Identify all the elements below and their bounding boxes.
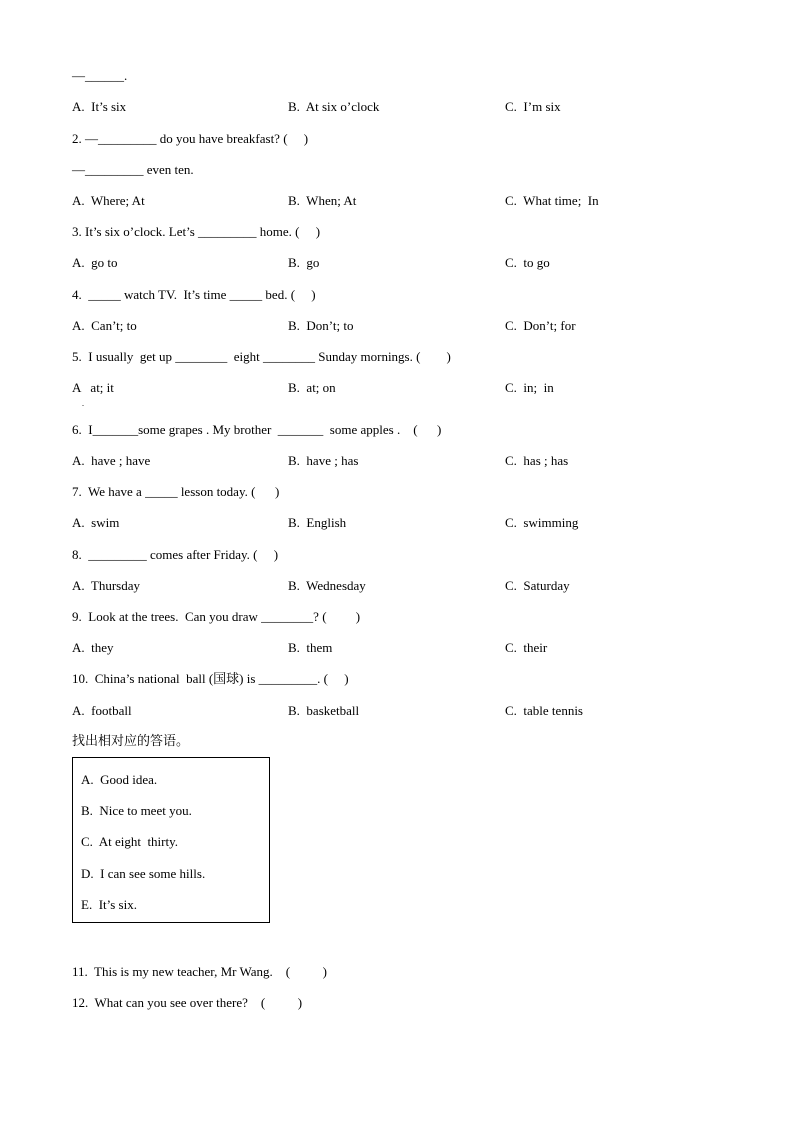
q8-option-b: B. Wednesday — [288, 578, 366, 593]
q7-option-c: C. swimming — [505, 515, 579, 530]
q11-stem: 11. This is my new teacher, Mr Wang. ( ) — [72, 964, 327, 979]
q3-stem: 3. It’s six o’clock. Let’s _________ home. ( ) — [72, 224, 321, 239]
q8-option-c: C. Saturday — [505, 578, 570, 593]
stray-dot-mark: . — [82, 399, 84, 408]
q9-stem: 9. Look at the trees. Can you draw ________? ( ) — [72, 609, 361, 624]
q1-answer-line: —______. — [72, 68, 128, 83]
section-heading: 找出相对应的答语。 — [72, 734, 190, 749]
q10-option-a: A. football — [72, 703, 132, 718]
q9-option-b: B. them — [288, 640, 333, 655]
q6-option-a: A. have ; have — [72, 453, 151, 468]
q3-option-a: A. go to — [72, 255, 118, 270]
box-item-c: C. At eight thirty. — [81, 834, 179, 849]
q8-option-a: A. Thursday — [72, 578, 141, 593]
q8-stem: 8. _________ comes after Friday. ( ) — [72, 547, 279, 562]
q4-stem: 4. _____ watch TV. It’s time _____ bed. ( ) — [72, 287, 316, 302]
q10-option-b: B. basketball — [288, 703, 360, 718]
q7-stem: 7. We have a _____ lesson today. ( ) — [72, 484, 280, 499]
q3-option-c: C. to go — [505, 255, 550, 270]
q7-option-b: B. English — [288, 515, 347, 530]
box-item-e: E. It’s six. — [81, 897, 137, 912]
q6-option-c: C. has ; has — [505, 453, 569, 468]
q1-option-c: C. I’m six — [505, 99, 561, 114]
q2-answer-line: —_________ even ten. — [72, 162, 194, 177]
box-item-a: A. Good idea. — [81, 772, 158, 787]
q10-stem: 10. China’s national ball (国球) is _________. ( ) — [72, 671, 349, 686]
box-item-d: D. I can see some hills. — [81, 866, 206, 881]
q5-option-c: C. in; in — [505, 380, 554, 395]
q1-option-b: B. At six o’clock — [288, 99, 380, 114]
q4-option-b: B. Don’t; to — [288, 318, 354, 333]
answer-options-box — [72, 757, 270, 923]
q2-option-c: C. What time; In — [505, 193, 599, 208]
q6-option-b: B. have ; has — [288, 453, 359, 468]
box-item-b: B. Nice to meet you. — [81, 803, 192, 818]
q5-stem: 5. I usually get up ________ eight ________ Sunday mornings. ( ) — [72, 349, 451, 364]
q6-stem: 6. I_______some grapes . My brother _______ some apples . ( ) — [72, 422, 442, 437]
q1-option-a: A. It’s six — [72, 99, 127, 114]
q4-option-a: A. Can’t; to — [72, 318, 137, 333]
q5-option-a: A at; it — [72, 380, 114, 395]
q2-stem: 2. —_________ do you have breakfast? ( ) — [72, 131, 309, 146]
q7-option-a: A. swim — [72, 515, 120, 530]
q4-option-c: C. Don’t; for — [505, 318, 576, 333]
q2-option-b: B. When; At — [288, 193, 357, 208]
q5-option-b: B. at; on — [288, 380, 336, 395]
q12-stem: 12. What can you see over there? ( ) — [72, 995, 303, 1010]
q10-option-c: C. table tennis — [505, 703, 583, 718]
q9-option-a: A. they — [72, 640, 114, 655]
q3-option-b: B. go — [288, 255, 320, 270]
q2-option-a: A. Where; At — [72, 193, 145, 208]
q9-option-c: C. their — [505, 640, 548, 655]
